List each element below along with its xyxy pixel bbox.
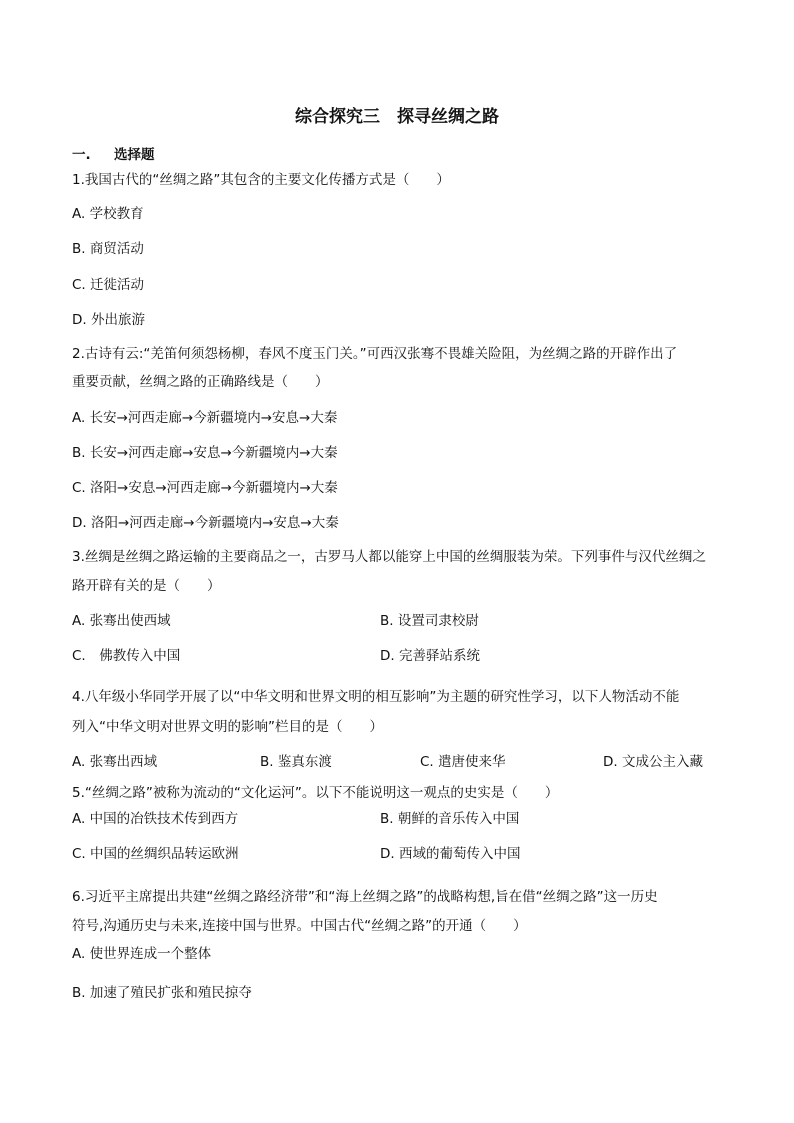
section-heading xyxy=(72,146,155,164)
question-5-option-d: D. 西域的葡萄传入中国 xyxy=(380,846,521,862)
question-3-stem-line-2: 路开辟有关的是（ ） xyxy=(72,578,221,594)
question-6-stem-line-2: 符号,沟通历史与未来,连接中国与世界。中国古代“丝绸之路”的开通（ ） xyxy=(72,918,527,934)
question-2-stem-line-2: 重要贡献，丝绸之路的正确路线是（ ） xyxy=(72,374,329,390)
question-5-stem: 5.“丝绸之路”被称为流动的“文化运河”。以下不能说明这一观点的史实是（ ） xyxy=(72,785,559,801)
question-4-option-d: D. 文成公主入藏 xyxy=(603,754,703,770)
question-4-stem-line-2: 列入“中华文明对世界文明的影响”栏目的是（ ） xyxy=(72,719,383,735)
question-6-option-b: B. 加速了殖民扩张和殖民掠夺 xyxy=(72,985,252,1001)
question-2-option-a: A. 长安→河西走廊→今新疆境内→安息→大秦 xyxy=(72,410,338,426)
question-1-stem: 1.我国古代的“丝绸之路”其包含的主要文化传播方式是（ ） xyxy=(72,172,450,188)
question-4-option-c: C. 遣唐使来华 xyxy=(420,754,506,770)
question-1-option-a: A. 学校教育 xyxy=(72,206,144,222)
question-3-option-a: A. 张骞出使西域 xyxy=(72,613,171,629)
question-4-option-a: A. 张骞出西域 xyxy=(72,754,158,770)
question-3-option-d: D. 完善驿站系统 xyxy=(380,648,480,664)
question-4-option-b: B. 鉴真东渡 xyxy=(260,754,332,770)
question-4-stem-line-1: 4.八年级小华同学开展了以“中华文明和世界文明的相互影响”为主题的研究性学习，以下人物活动不能 xyxy=(72,689,680,705)
question-3-option-c: C. 佛教传入中国 xyxy=(72,648,181,664)
question-1-option-d: D. 外出旅游 xyxy=(72,312,145,328)
question-5-option-b: B. 朝鲜的音乐传入中国 xyxy=(380,811,520,827)
question-6-option-a: A. 使世界连成一个整体 xyxy=(72,946,212,962)
question-1-option-b: B. 商贸活动 xyxy=(72,241,144,257)
section-number: 一. xyxy=(72,147,91,163)
question-2-option-b: B. 长安→河西走廊→安息→今新疆境内→大秦 xyxy=(72,445,338,461)
question-2-option-d: D. 洛阳→河西走廊→今新疆境内→安息→大秦 xyxy=(72,515,339,531)
question-1-option-c: C. 迁徙活动 xyxy=(72,277,145,293)
question-3-option-b: B. 设置司隶校尉 xyxy=(380,613,479,629)
question-5-option-c: C. 中国的丝绸织品转运欧洲 xyxy=(72,846,239,862)
question-6-stem-line-1: 6.习近平主席提出共建“丝绸之路经济带”和“海上丝绸之路”的战略构想,旨在借“丝绸之路”这一历史 xyxy=(72,889,658,905)
question-5-option-a: A. 中国的冶铁技术传到西方 xyxy=(72,811,239,827)
question-3-stem-line-1: 3.丝绸是丝绸之路运输的主要商品之一，古罗马人都以能穿上中国的丝绸服装为荣。下列事件与汉代丝绸之 xyxy=(72,549,706,565)
question-2-stem-line-1: 2.古诗有云:“羌笛何须怨杨柳，春风不度玉门关。”可西汉张骞不畏雄关险阻，为丝绸之路的开辟作出了 xyxy=(72,346,678,362)
question-2-option-c: C. 洛阳→安息→河西走廊→今新疆境内→大秦 xyxy=(72,480,338,496)
section-label: 选择题 xyxy=(114,147,155,163)
page-title: 综合探究三 探寻丝绸之路 xyxy=(295,107,499,127)
